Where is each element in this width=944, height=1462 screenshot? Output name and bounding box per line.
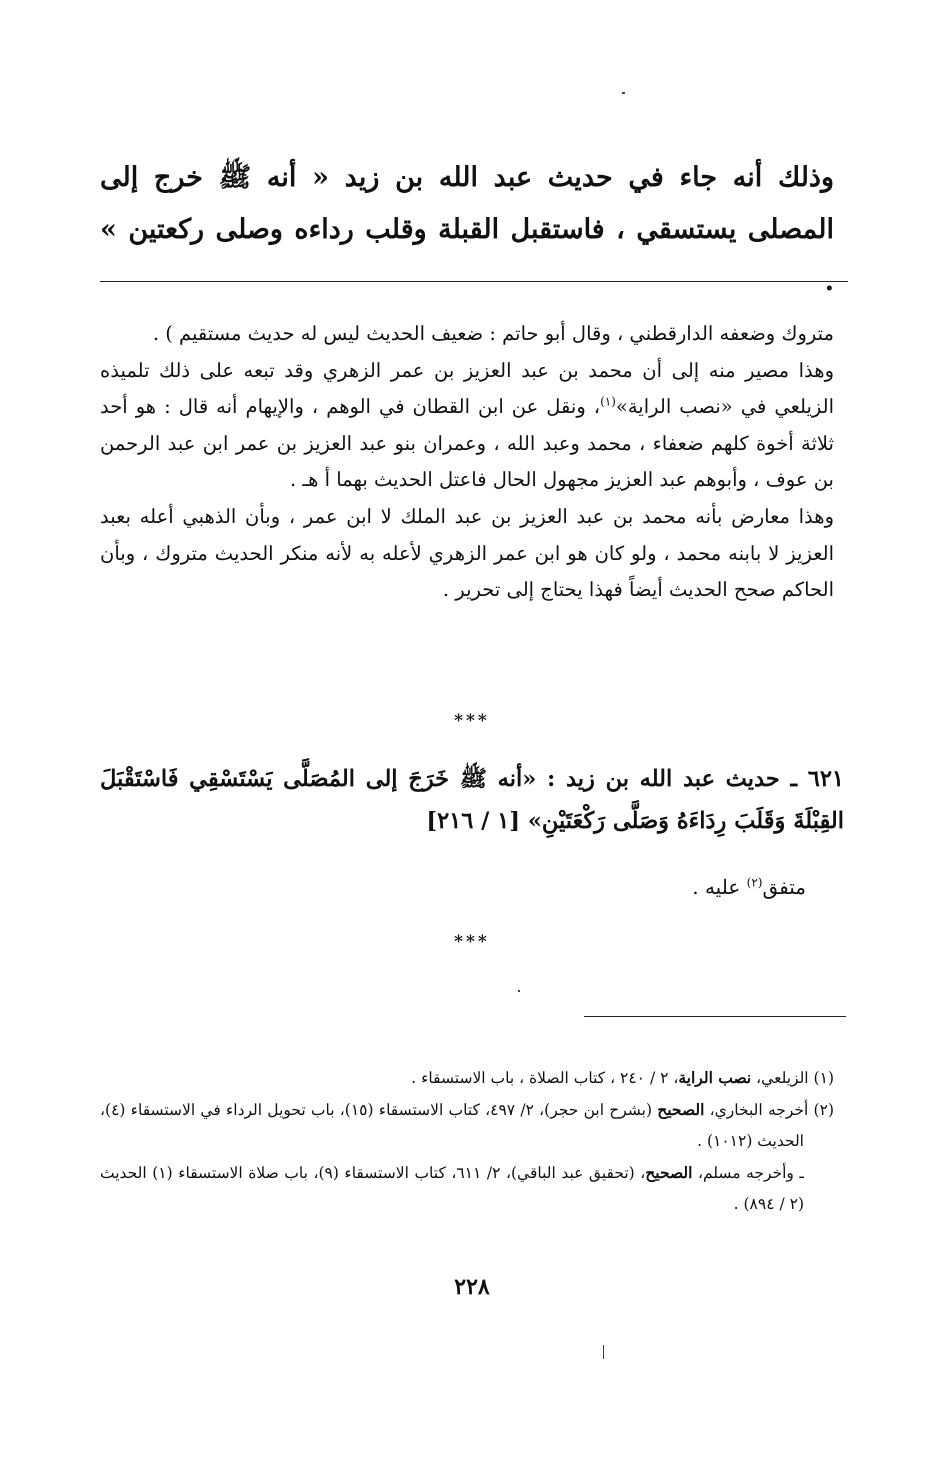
verdict-text: عليه . xyxy=(692,875,747,899)
commentary-paragraph xyxy=(100,353,834,499)
footnote-number: (١) xyxy=(813,1069,834,1087)
footnote-text: ، (تحقيق عبد الباقي)، ٢/ ٦١١، كتاب الاستسقاء (٩)، باب صلاة الاستسقاء (١) الحديث (٢ / ٨٩٤) . xyxy=(100,1164,804,1213)
footnote-1 xyxy=(100,1062,834,1094)
footnote-2-continuation xyxy=(100,1157,834,1220)
footnote-number: (٢) xyxy=(813,1101,834,1119)
footnote-book-title: الصحيح xyxy=(657,1100,705,1119)
verdict-text: متفق xyxy=(762,875,806,899)
commentary-text-segment: وهذا مصير منه إلى أن محمد بن عبد العزيز بن عمر الزهري وقد تبعه على ذلك تلميذه الزيلعي في «نصب الراية» xyxy=(100,358,834,419)
page-number: ٢٢٨ xyxy=(454,1274,490,1300)
footnote-book-title: نصب الراية xyxy=(678,1068,752,1087)
footnote-separator-rule xyxy=(584,1016,846,1017)
scan-speck xyxy=(622,92,625,94)
commentary-text xyxy=(100,316,834,609)
commentary-text-segment: ، ونقل عن ابن القطان في الوهم ، والإيهام أنه قال : هو أحد ثلاثة أخوة كلهم ضعفاء ، محمد وعبد الله ، وعمران بنو عبد العزيز بن عمر ابن عبد الرحمن بن عوف ، وأبوهم عبد العزيز مجهول الحال فاعتل الحديث بهما أ هـ . xyxy=(100,395,834,492)
scan-speck xyxy=(603,1345,604,1359)
hadith-reference: [١ / ٢١٦] xyxy=(426,808,520,834)
footnote-text: أخرجه البخاري، xyxy=(704,1101,809,1119)
footnote-marker: (١) xyxy=(600,394,616,409)
footnote-text: (بشرح ابن حجر)، ٢/ ٤٩٧، كتاب الاستسقاء (١٥)، باب تحويل الرداء في الاستسقاء (٤)، الحديث (١٠١٢) . xyxy=(100,1101,804,1150)
main-text-separator-rule xyxy=(100,281,848,282)
footnotes xyxy=(100,1062,834,1220)
footnote-2 xyxy=(100,1094,834,1157)
footnote-book-title: الصحيح xyxy=(645,1163,693,1182)
footnote-text: ، ٢ / ٢٤٠ ، كتاب الصلاة ، باب الاستسقاء . xyxy=(411,1069,679,1087)
section-separator-asterisks: *** xyxy=(454,932,490,952)
commentary-paragraph: متروك وضعفه الدارقطني ، وقال أبو حاتم : ضعيف الحديث ليس له حديث مستقيم ) . xyxy=(152,322,834,345)
quoted-hadith-passage: وذلك أنه جاء في حديث عبد الله بن زيد « أنه ﷺ خرج إلى المصلى يستسقي ، فاستقبل القبلة وقلب رداءه وصلى ركعتين » . xyxy=(100,162,834,297)
scan-speck xyxy=(518,990,520,992)
hadith-verdict xyxy=(692,869,806,905)
hadith-entry xyxy=(100,758,844,842)
section-separator-asterisks: *** xyxy=(454,711,490,731)
footnote-text: ـ وأخرجه مسلم، xyxy=(692,1164,804,1182)
commentary-paragraph: وهذا معارض بأنه محمد بن عبد العزيز بن عبد الملك لا ابن عمر ، وبأن الذهبي أعله بعبد العزيز لا بابنه محمد ، ولو كان هو ابن عمر الزهري لأعله به لأنه منكر الحديث متروك ، وبأن الحاكم صحح الحديث أيضاً فهذا يحتاج إلى تحرير . xyxy=(100,504,834,602)
hadith-text: ٦٢١ ـ حديث عبد الله بن زيد : «أنه ﷺ خَرَجَ إلى المُصَلَّى يَسْتَسْقِي فَاسْتَقْبَلَ القِبْلَةَ وَقَلَبَ رِدَاءَهُ وَصَلَّى رَكْعَتَيْنِ» xyxy=(100,766,844,834)
footnote-marker: (٢) xyxy=(746,875,763,890)
footnote-text: الزيلعي، xyxy=(751,1069,809,1087)
